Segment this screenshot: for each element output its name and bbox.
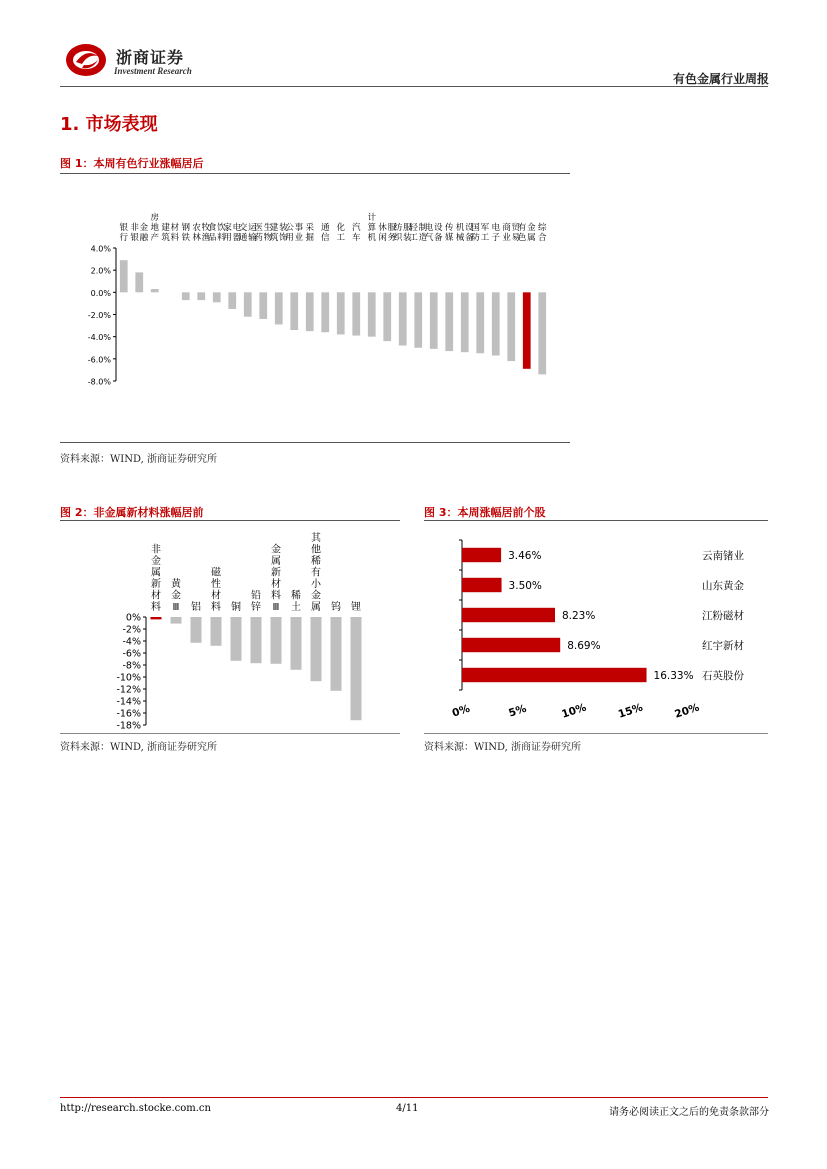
category-label: 建筑材料 <box>161 223 180 243</box>
bar-国防军工 <box>476 292 484 353</box>
bar-电子 <box>492 292 500 355</box>
bar-山东黄金 <box>462 578 502 592</box>
bar-轻工制造 <box>414 292 422 347</box>
category-label: 食品饮料 <box>207 223 226 243</box>
category-label: 钨 <box>331 602 341 613</box>
category-label: 其他稀有小金属 <box>311 533 321 613</box>
figure-1-source: 资料来源：WIND, 浙商证券研究所 <box>60 454 217 465</box>
figure-2-title: 图 2：非金属新材料涨幅居前 <box>60 506 204 519</box>
category-label: 通信 <box>320 223 330 243</box>
y-tick-label: -18% <box>116 720 141 732</box>
category-label: 锂 <box>351 602 361 613</box>
y-tick-label: -4.0% <box>87 333 111 343</box>
bar-采掘 <box>306 292 314 331</box>
bar-机械设备 <box>461 292 469 352</box>
category-label: 休闲服务 <box>378 223 397 243</box>
bar-家用电器 <box>228 292 236 309</box>
category-label: 汽车 <box>351 223 361 243</box>
bar-银行 <box>120 260 128 292</box>
chart-3-top-stocks <box>424 522 768 732</box>
bar-江粉磁材 <box>462 608 555 622</box>
data-label: 8.69% <box>567 640 601 652</box>
y-tick-label: 0.0% <box>90 288 111 298</box>
category-label: 黄金 Ⅲ <box>171 579 181 613</box>
bar-医药生物 <box>259 292 267 319</box>
bar-非银金融 <box>135 272 143 292</box>
category-label: 铜 <box>231 602 241 613</box>
category-label: 钢铁 <box>181 223 191 243</box>
category-label: 国防军工 <box>471 223 490 243</box>
page-number: 4/11 <box>396 1103 419 1114</box>
y-tick-label: -12% <box>116 684 141 696</box>
category-label: 传媒 <box>444 223 454 243</box>
category-label: 采掘 <box>305 223 315 243</box>
y-tick-label: -16% <box>116 708 141 720</box>
y-tick-label: -6% <box>122 648 141 660</box>
figure-3-source: 资料来源：WIND, 浙商证券研究所 <box>424 742 581 753</box>
bar-磁性材料 <box>211 617 222 646</box>
y-tick-label: -10% <box>116 672 141 684</box>
bar-农林牧渔 <box>197 292 205 300</box>
figure-3-bottom-rule <box>424 733 768 734</box>
bar-非金属新材料 <box>151 617 162 619</box>
stock-name-label: 江粉磁材 <box>702 610 744 622</box>
x-tick-label: 20% <box>673 701 701 721</box>
data-label: 16.33% <box>653 670 694 682</box>
bar-石英股份 <box>462 668 647 682</box>
category-label: 稀土 <box>291 590 301 613</box>
figure-2-bottom-rule <box>60 733 400 734</box>
category-label: 医药生物 <box>254 223 273 243</box>
figure-1-bottom-rule <box>60 442 570 443</box>
figure-3-title: 图 3：本周涨幅居前个股 <box>424 506 546 519</box>
x-tick-label: 0% <box>450 702 472 720</box>
y-tick-label: 0% <box>125 612 141 624</box>
bar-房地产 <box>151 289 159 292</box>
figure-2-top-rule <box>60 520 400 521</box>
data-label: 3.46% <box>508 550 542 562</box>
y-tick-label: -2% <box>122 624 141 636</box>
chart-1-industry-weekly-change <box>60 176 570 442</box>
bar-汽车 <box>352 292 360 335</box>
stock-name-label: 石英股份 <box>702 670 744 682</box>
category-label: 化工 <box>336 223 346 243</box>
category-label: 纺织服装 <box>393 223 412 243</box>
bar-铅锌 <box>251 617 262 663</box>
y-tick-label: -4% <box>122 636 141 648</box>
category-label: 电子 <box>491 223 501 243</box>
category-label: 磁性材料 <box>211 567 221 613</box>
bar-商业贸易 <box>507 292 515 361</box>
category-label: 家用电器 <box>223 223 242 243</box>
category-label: 银行 <box>119 223 129 243</box>
data-label: 8.23% <box>561 610 596 622</box>
bar-红宇新材 <box>462 638 560 652</box>
bar-锂 <box>351 617 362 720</box>
category-label: 计算机 <box>367 213 377 243</box>
bar-计算机 <box>368 292 376 336</box>
bar-钢铁 <box>182 292 190 300</box>
stock-name-label: 红宇新材 <box>702 640 744 652</box>
category-label: 交通运输 <box>238 223 257 243</box>
bar-金属新材料Ⅲ <box>271 617 282 664</box>
footer-url[interactable]: http://research.stocke.com.cn <box>60 1103 211 1114</box>
footer-rule <box>60 1097 768 1098</box>
stock-name-label: 山东黄金 <box>702 580 744 592</box>
category-label: 铝 <box>191 602 201 613</box>
bar-传媒 <box>445 292 453 351</box>
bar-电气设备 <box>430 292 438 349</box>
y-tick-label: -2.0% <box>87 311 111 320</box>
data-label: 3.50% <box>508 580 542 592</box>
bar-通信 <box>321 292 329 332</box>
category-label: 公用事业 <box>285 223 304 243</box>
bar-钨 <box>331 617 342 691</box>
bar-交通运输 <box>244 292 252 316</box>
category-label: 有色金属 <box>517 223 536 243</box>
bar-黄金Ⅲ <box>171 617 182 624</box>
figure-1-top-rule <box>60 173 570 174</box>
bar-铜 <box>231 617 242 661</box>
logo-text-cn: 浙商证券 <box>116 48 185 67</box>
logo-text-en: Investment Research <box>114 66 192 76</box>
category-label: 综合 <box>537 223 547 243</box>
y-tick-label: -8% <box>122 660 141 672</box>
stock-name-label: 云南锗业 <box>702 550 744 562</box>
x-tick-label: 5% <box>507 702 528 720</box>
category-label: 非金属新材料 <box>151 544 161 613</box>
figure-2-source: 资料来源：WIND, 浙商证券研究所 <box>60 742 217 753</box>
category-label: 金属新材料 Ⅲ <box>271 544 281 613</box>
category-label: 铅锌 <box>251 590 261 613</box>
report-name: 有色金属行业周报 <box>672 72 769 86</box>
y-tick-label: -14% <box>116 696 141 708</box>
category-label: 商业贸易 <box>502 223 521 243</box>
x-tick-label: 10% <box>560 701 588 721</box>
figure-3-top-rule <box>424 520 768 521</box>
bar-综合 <box>538 292 546 374</box>
header-rule <box>60 86 768 87</box>
bar-铝 <box>191 617 202 643</box>
section-title: 1. 市场表现 <box>60 114 158 135</box>
figure-1-title: 图 1：本周有色行业涨幅居后 <box>60 157 204 170</box>
y-tick-label: 2.0% <box>90 266 111 276</box>
bar-休闲服务 <box>383 292 391 341</box>
bar-纺织服装 <box>399 292 407 345</box>
category-label: 建筑装饰 <box>269 223 288 243</box>
category-label: 轻工制造 <box>409 223 428 243</box>
category-label: 房地产 <box>150 213 160 243</box>
y-tick-label: 4.0% <box>90 244 111 254</box>
category-label: 电气设备 <box>424 223 443 243</box>
bar-食品饮料 <box>213 292 221 302</box>
bar-化工 <box>337 292 345 334</box>
y-tick-label: -8.0% <box>87 377 111 387</box>
category-label: 机械设备 <box>455 223 474 243</box>
footer-disclaimer: 请务必阅读正文之后的免责条款部分 <box>609 1107 769 1118</box>
bar-其他稀有小金属 <box>311 617 322 681</box>
bar-建筑装饰 <box>275 292 283 324</box>
company-logo-icon <box>64 42 108 78</box>
bar-云南锗业 <box>462 548 501 562</box>
bar-有色金属 <box>523 292 531 368</box>
bar-稀土 <box>291 617 302 670</box>
y-tick-label: -6.0% <box>87 355 111 365</box>
chart-2-new-materials-change <box>60 522 400 732</box>
x-tick-label: 15% <box>616 701 645 721</box>
category-label: 农林牧渔 <box>192 223 211 243</box>
bar-公用事业 <box>290 292 298 330</box>
category-label: 非银金融 <box>130 223 149 243</box>
